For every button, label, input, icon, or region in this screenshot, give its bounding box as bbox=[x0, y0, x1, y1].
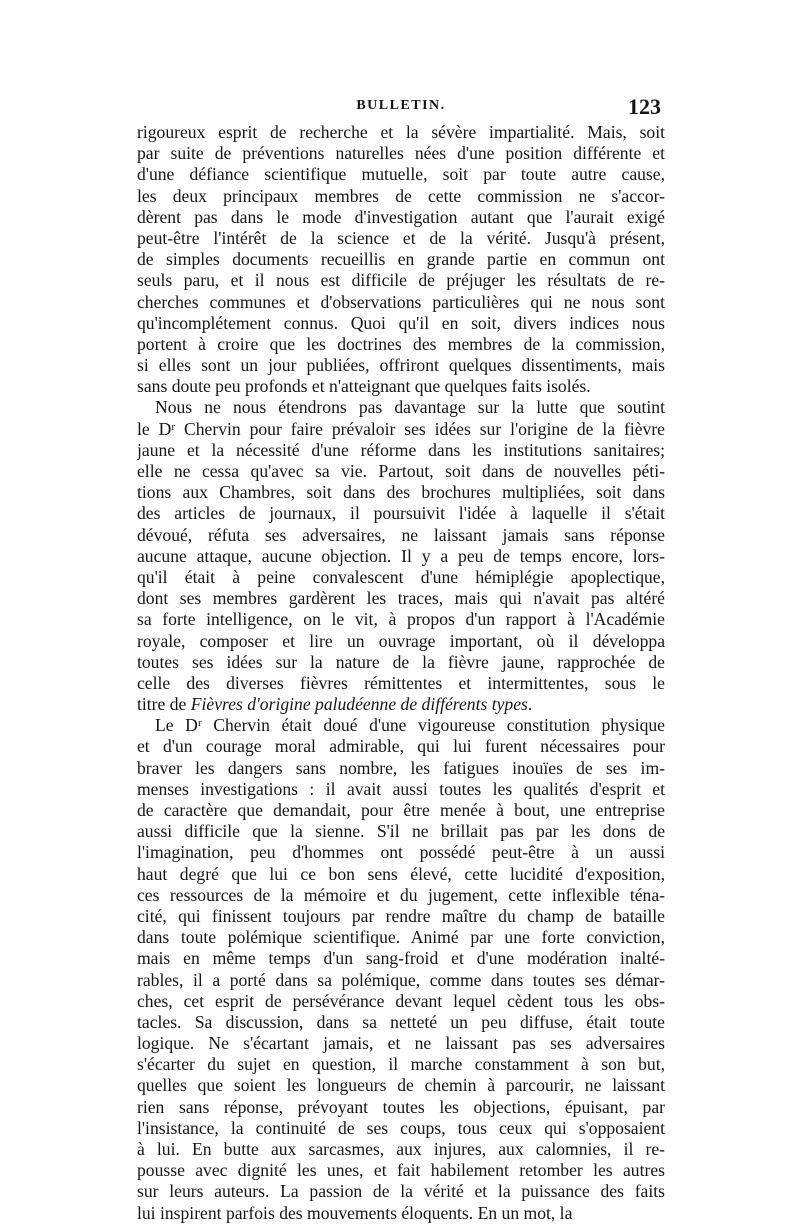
text-line: ces ressources de la mémoire et du jugement, cette inflexible téna- bbox=[137, 884, 665, 905]
text-line: toutes ses idées sur la nature de la fièvre jaune, rapprochée de bbox=[137, 651, 665, 672]
text-line: mais en même temps d'un sang-froid et d'une modération inalté- bbox=[137, 948, 665, 969]
text-line: le Dʳ Chervin pour faire prévaloir ses idées sur l'origine de la fièvre bbox=[137, 418, 665, 439]
paragraph bbox=[137, 122, 665, 397]
text-line: haut degré que lui ce bon sens élevé, cette lucidité d'exposition, bbox=[137, 863, 665, 884]
text-line: qu'incomplétement connus. Quoi qu'il en soit, divers indices nous bbox=[137, 312, 665, 333]
text-line: s'écarter du sujet en question, il marche constamment à son but, bbox=[137, 1054, 665, 1075]
text-line: titre de Fièvres d'origine paludéenne de différents types. bbox=[137, 694, 533, 715]
text-line: aussi difficile que la sienne. S'il ne brillait pas par les dons de bbox=[137, 821, 665, 842]
text-line: les deux principaux membres de cette commission ne s'accor- bbox=[137, 185, 665, 206]
text-line: si elles sont un jour publiées, offriront quelques dissentiments, mais bbox=[137, 355, 665, 376]
text-line: quelles que soient les longueurs de chemin à parcourir, ne laissant bbox=[137, 1075, 665, 1096]
text-line: par suite de préventions naturelles nées d'une position différente et bbox=[137, 143, 665, 164]
book-title: Fièvres d'origine paludéenne de différents types bbox=[190, 694, 528, 715]
text-line: cherches communes et d'observations particulières qui ne nous sont bbox=[137, 291, 665, 312]
text-line: dévoué, réfuta ses adversaires, ne laissant jamais sans réponse bbox=[137, 524, 665, 545]
text-line: rien sans réponse, prévoyant toutes les objections, épuisant, par bbox=[137, 1096, 665, 1117]
text-line: de caractère que demandait, pour être menée à bout, une entreprise bbox=[137, 800, 665, 820]
running-head bbox=[137, 94, 665, 122]
text-line: logique. Ne s'écartant jamais, et ne laissant pas ses adversaires bbox=[137, 1033, 665, 1054]
document-page bbox=[137, 94, 665, 1224]
text-line: et d'un courage moral admirable, qui lui furent nécessaires pour bbox=[137, 736, 665, 757]
running-head-title: BULLETIN. bbox=[356, 98, 446, 113]
text-line: pousse avec dignité les unes, et fait habilement retomber les autres bbox=[137, 1160, 665, 1181]
text-line: dans toute polémique scientifique. Animé par une forte conviction, bbox=[137, 927, 665, 948]
text-line: l'insistance, la continuité de ses coups, tous ceux qui s'opposaient bbox=[137, 1117, 665, 1138]
text-line: celle des diverses fièvres rémittentes et intermittentes, sous le bbox=[137, 672, 665, 693]
text-line: des articles de journaux, il poursuivit l'idée à laquelle il s'était bbox=[137, 503, 665, 524]
text-line: sur leurs auteurs. La passion de la vérité et la puissance des faits bbox=[137, 1181, 665, 1202]
text-line: aucune attaque, aucune objection. Il y a peu de temps encore, lors- bbox=[137, 545, 665, 566]
text-line: tions aux Chambres, soit dans des brochures multipliées, soit dans bbox=[137, 482, 665, 503]
text-line: Le Dʳ Chervin était doué d'une vigoureuse constitution physique bbox=[155, 715, 665, 736]
text-line: royale, composer et lire un ouvrage important, où il développa bbox=[137, 630, 665, 651]
text-line: tacles. Sa discussion, dans sa netteté un peu diffuse, était toute bbox=[137, 1011, 665, 1032]
text-line: rigoureux esprit de recherche et la sévère impartialité. Mais, soit bbox=[137, 122, 665, 142]
text-line: Nous ne nous étendrons pas davantage sur la lutte que soutint bbox=[155, 397, 665, 418]
text-line: elle ne cessa qu'avec sa vie. Partout, soit dans de nouvelles péti- bbox=[137, 461, 665, 481]
text-line: qu'il était à peine convalescent d'une hémiplégie apoplectique, bbox=[137, 566, 665, 587]
text-line: ches, cet esprit de persévérance devant lequel cèdent tous les obs- bbox=[137, 990, 665, 1011]
text-line: lui inspirent parfois des mouvements éloquents. En un mot, la bbox=[137, 1202, 573, 1223]
text-line: à lui. En butte aux sarcasmes, aux injures, aux calomnies, il re- bbox=[137, 1139, 665, 1159]
page-number: 123 bbox=[628, 94, 661, 119]
text-line: jaune et la nécessité d'une réforme dans les institutions sanitaires; bbox=[137, 439, 665, 460]
text-line: rables, il a porté dans sa polémique, comme dans toutes ses démar- bbox=[137, 969, 665, 990]
text-line: portent à croire que les doctrines des membres de la commission, bbox=[137, 333, 665, 354]
text-line: peut-être l'intérêt de la science et de la vérité. Jusqu'à présent, bbox=[137, 227, 665, 248]
text-line: seuls paru, et il nous est difficile de préjuger les résultats de re- bbox=[137, 270, 665, 291]
text-line: menses investigations : il avait aussi toutes les qualités d'esprit et bbox=[137, 778, 665, 799]
text-line: braver les dangers sans nombre, les fatigues inouïes de ses im- bbox=[137, 757, 665, 778]
text-line: sans doute peu profonds et n'atteignant que quelques faits isolés. bbox=[137, 376, 591, 397]
body-text bbox=[137, 122, 665, 1224]
text-line: dèrent pas dans le mode d'investigation autant que l'aurait exigé bbox=[137, 206, 665, 227]
text-line: d'une défiance scientifique mutuelle, soit par toute autre cause, bbox=[137, 164, 665, 185]
text-line: sa forte intelligence, on le vit, à propos d'un rapport à l'Académie bbox=[137, 609, 665, 630]
text-line: de simples documents recueillis en grande partie en commun ont bbox=[137, 249, 665, 270]
text-line: cité, qui finissent toujours par rendre maître du champ de bataille bbox=[137, 905, 665, 926]
text-line: dont ses membres gardèrent les traces, mais qui n'avait pas altéré bbox=[137, 588, 665, 609]
text-line: l'imagination, peu d'hommes ont possédé peut-être à un aussi bbox=[137, 842, 665, 863]
paragraph bbox=[137, 397, 665, 715]
paragraph bbox=[137, 715, 665, 1224]
